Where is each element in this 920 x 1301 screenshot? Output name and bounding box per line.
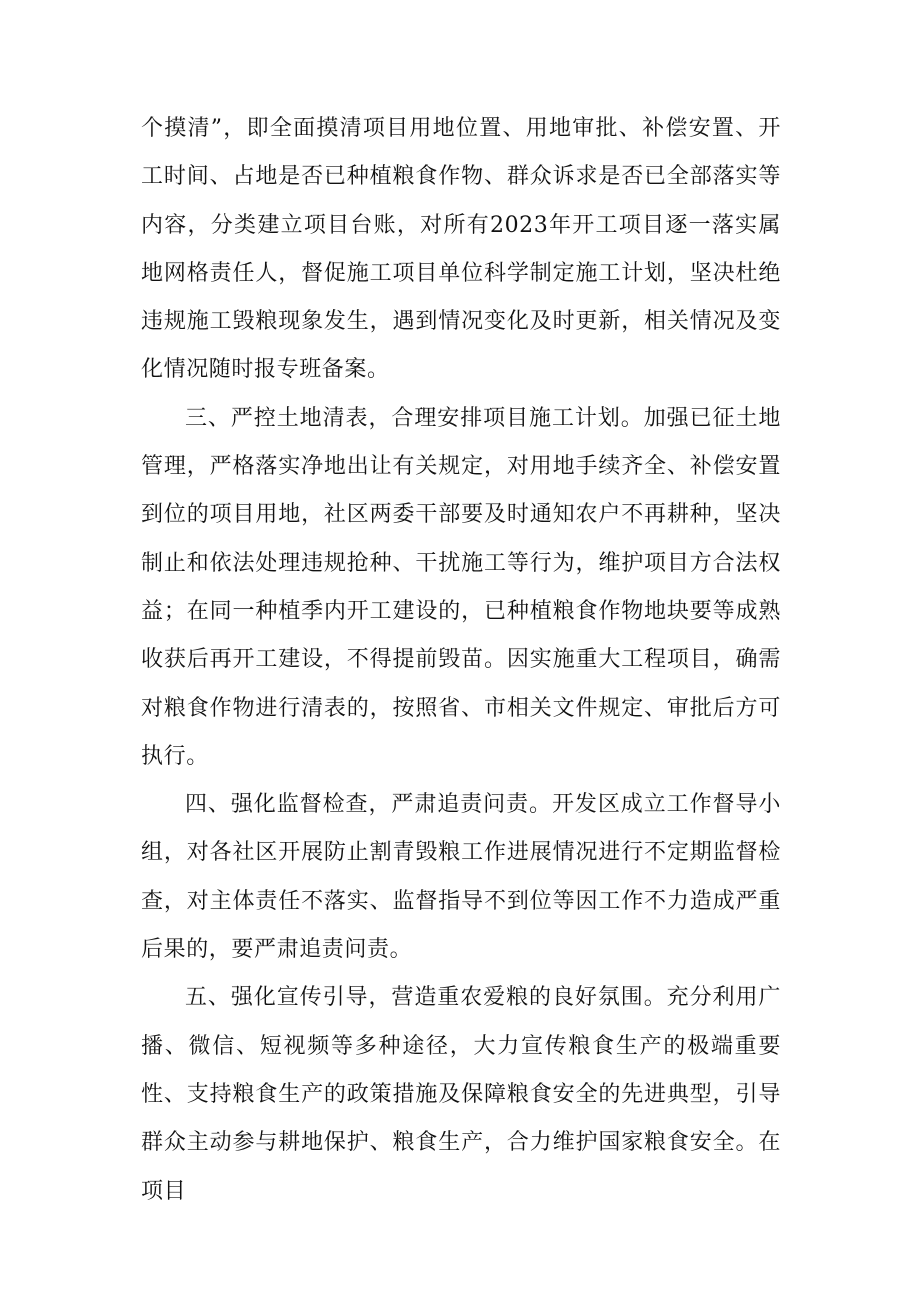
document-body [141,105,781,1216]
paragraph-section-4: 四、强化监督检查，严肃追责问责。开发区成立工作督导小组，对各社区开展防止割青毁粮工作进展情况进行不定期监督检查，对主体责任不落实、监督指导不到位等因工作不力造成严重后果的，要严肃追责问责。 [141,792,781,963]
paragraph-section-5: 五、强化宣传引导，营造重农爱粮的良好氛围。充分利用广播、微信、短视频等多种途径，大力宣传粮食生产的极端重要性、支持粮食生产的政策措施及保障粮食安全的先进典型，引导群众主动参与耕地保护、粮食生产，合力维护国家粮食安全。在项目 [141,985,781,1204]
paragraph-continuation: 个摸清”，即全面摸清项目用地位置、用地审批、补偿安置、开工时间、占地是否已种植粮食作物、群众诉求是否已全部落实等内容，分类建立项目台账，对所有2023年开工项目逐一落实属地网格责任人，督促施工项目单位科学制定施工计划，坚决杜绝违规施工毁粮现象发生，遇到情况变化及时更新，相关情况及变化情况随时报专班备案。 [141,116,781,383]
paragraph-section-3: 三、严控土地清表，合理安排项目施工计划。加强已征土地管理，严格落实净地出让有关规定，对用地手续齐全、补偿安置到位的项目用地，社区两委干部要及时通知农户不再耕种，坚决制止和依法处理违规抢种、干扰施工等行为，维护项目方合法权益；在同一种植季内开工建设的，已种植粮食作物地块要等成熟收获后再开工建设，不得提前毁苗。因实施重大工程项目，确需对粮食作物进行清表的，按照省、市相关文件规定、审批后方可执行。 [141,405,781,769]
